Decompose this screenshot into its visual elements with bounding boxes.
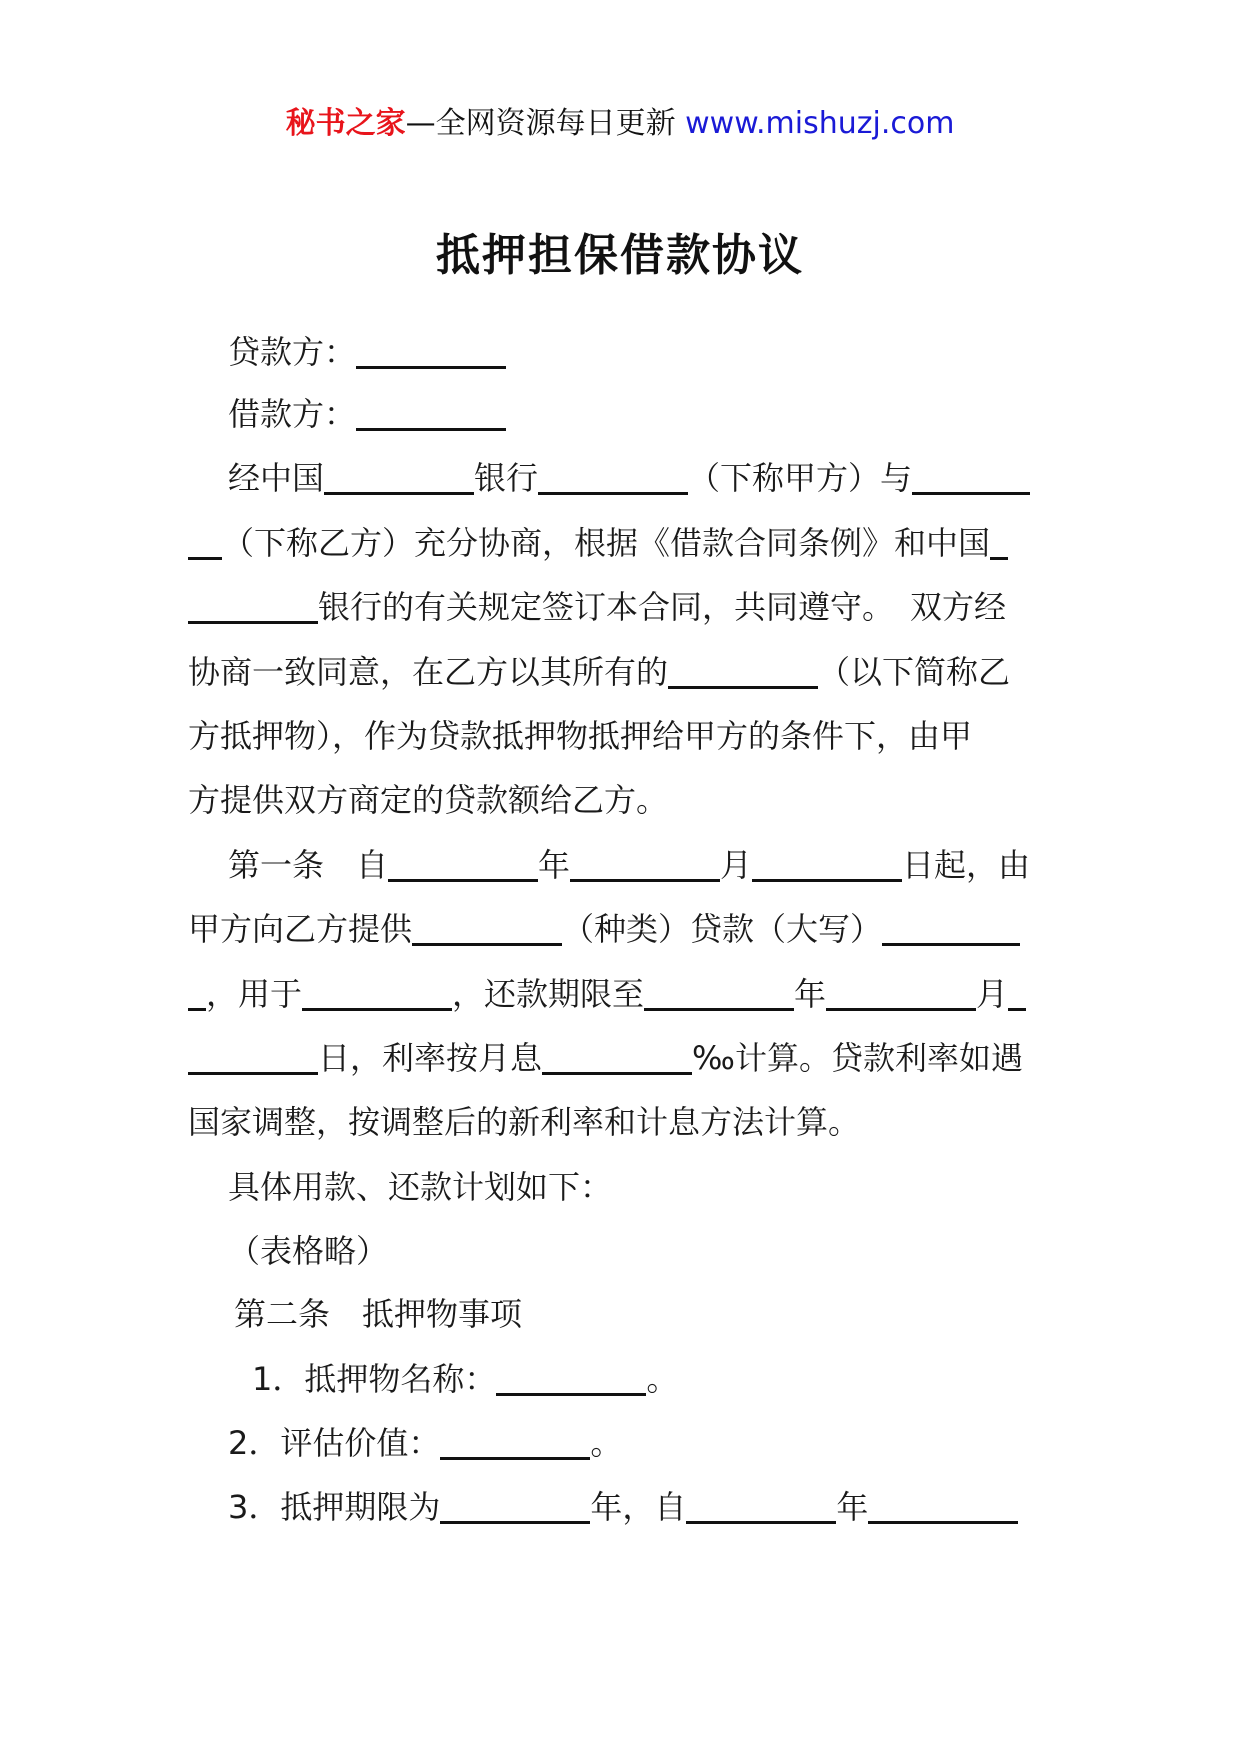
borrower-label: 借款方：	[228, 395, 357, 433]
collateral-name-blank	[496, 1359, 646, 1396]
term-years-blank	[440, 1487, 590, 1524]
bank-blank	[990, 523, 1008, 560]
party-b-blank	[912, 458, 1030, 495]
due-day-blank-cont	[188, 1038, 318, 1075]
term-start-year-blank	[686, 1487, 836, 1524]
amount-blank-cont	[188, 974, 206, 1011]
article-2-heading: 第二条 抵押物事项	[234, 1295, 523, 1333]
due-month-blank	[826, 974, 976, 1011]
text: 经中国	[228, 459, 325, 497]
start-day-blank	[752, 845, 902, 882]
text: 银行	[474, 459, 539, 497]
text: ‰计算。贷款利率如遇	[692, 1039, 1023, 1077]
article-1-line-5: 国家调整，按调整后的新利率和计息方法计算。	[188, 1103, 861, 1141]
lender-line	[228, 330, 506, 374]
text: 3．抵押期限为	[228, 1488, 441, 1526]
text: 月	[976, 975, 1009, 1013]
plan-label: 具体用款、还款计划如下：	[228, 1168, 613, 1206]
party-b-blank-cont	[188, 523, 222, 560]
borrower-blank	[356, 394, 506, 431]
site-link[interactable]: www.mishuzj.com	[685, 106, 955, 141]
text: （下称甲方）与	[688, 459, 913, 497]
collateral-name-line	[252, 1357, 678, 1401]
borrower-line	[228, 392, 506, 436]
valuation-line	[228, 1421, 622, 1465]
interest-rate-blank	[542, 1038, 692, 1075]
article-1-line-1	[228, 843, 1030, 887]
purpose-blank	[302, 974, 452, 1011]
text: 银行的有关规定签订本合同，共同遵守。 双方经	[318, 588, 1007, 626]
text: 年	[836, 1488, 869, 1526]
due-day-blank	[1008, 974, 1026, 1011]
text: ，用于	[206, 975, 303, 1013]
text: 年	[538, 846, 571, 884]
text: 协商一致同意，在乙方以其所有的	[188, 653, 669, 691]
due-year-blank	[644, 974, 794, 1011]
start-year-blank	[388, 845, 538, 882]
text: 日起，由	[902, 846, 1031, 884]
article-1-line-2	[188, 907, 1020, 951]
site-header	[0, 104, 1240, 144]
brand-name: 秘书之家	[285, 106, 406, 141]
preamble-line-6: 方提供双方商定的贷款额给乙方。	[188, 781, 669, 819]
text: 1．抵押物名称：	[252, 1360, 497, 1398]
text: （下称乙方）充分协商，根据《借款合同条例》和中国	[222, 524, 991, 562]
text: 2．评估价值：	[228, 1424, 441, 1462]
text: 甲方向乙方提供	[188, 910, 413, 948]
preamble-line-5: 方抵押物），作为贷款抵押物抵押给甲方的条件下，由甲	[188, 717, 973, 755]
text: 月	[720, 846, 753, 884]
text: （以下简称乙	[818, 653, 1011, 691]
valuation-blank	[440, 1423, 590, 1460]
collateral-blank	[668, 652, 818, 689]
pledge-term-line	[228, 1485, 1018, 1529]
preamble-line-4	[188, 650, 1010, 694]
preamble-line-3	[188, 585, 1006, 629]
lender-blank	[356, 332, 506, 369]
header-tagline: —全网资源每日更新	[405, 106, 676, 141]
text: 年，自	[590, 1488, 687, 1526]
text: 日，利率按月息	[318, 1039, 543, 1077]
text: 年	[794, 975, 827, 1013]
start-month-blank	[570, 845, 720, 882]
preamble-line-2	[188, 521, 1008, 565]
article-1-line-3	[188, 972, 1026, 1016]
text: 。	[646, 1360, 679, 1398]
text: 第一条 自	[228, 846, 389, 884]
preamble-line-1	[228, 456, 1030, 500]
amount-blank	[882, 909, 1020, 946]
article-1-line-4	[188, 1036, 1023, 1080]
table-omitted-note: （表格略）	[228, 1232, 389, 1270]
text: ，还款期限至	[452, 975, 645, 1013]
party-a-blank	[538, 458, 688, 495]
term-start-month-blank	[868, 1487, 1018, 1524]
text: （种类）贷款（大写）	[562, 910, 883, 948]
document-title: 抵押担保借款协议	[436, 230, 804, 281]
bank-name-blank	[324, 458, 474, 495]
loan-type-blank	[412, 909, 562, 946]
text: 。	[590, 1424, 623, 1462]
lender-label: 贷款方：	[228, 333, 357, 371]
bank-blank-cont	[188, 587, 318, 624]
